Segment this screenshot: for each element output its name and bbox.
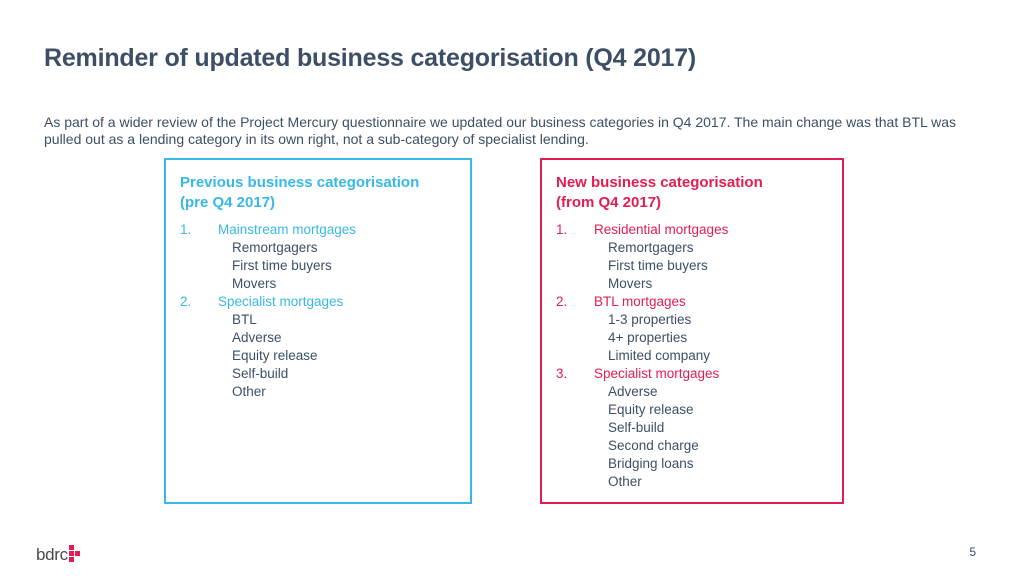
category-number: 1. bbox=[180, 222, 192, 237]
new-category bbox=[556, 293, 842, 365]
category-number: 2. bbox=[180, 294, 192, 309]
logo-squares-icon bbox=[69, 545, 83, 563]
slide-title: Reminder of updated business categorisation (Q4 2017) bbox=[44, 44, 697, 72]
subcategory-item: 1-3 properties bbox=[608, 312, 692, 327]
previous-categorisation-box bbox=[164, 158, 472, 504]
subcategory-item: Movers bbox=[232, 276, 277, 291]
subcategory-item: Self-build bbox=[608, 420, 665, 435]
category-label: Specialist mortgages bbox=[594, 366, 720, 381]
subcategory-item: Equity release bbox=[608, 402, 694, 417]
subcategory-item: BTL bbox=[232, 312, 257, 327]
category-number: 2. bbox=[556, 294, 568, 309]
new-category-list bbox=[556, 221, 842, 491]
new-categorisation-box bbox=[540, 158, 844, 504]
subcategory-item: First time buyers bbox=[608, 258, 708, 273]
bdrc-logo bbox=[36, 543, 83, 563]
subcategory-item: 4+ properties bbox=[608, 330, 688, 345]
category-label: Specialist mortgages bbox=[218, 294, 344, 309]
new-category bbox=[556, 365, 842, 491]
previous-category-list bbox=[180, 221, 470, 401]
previous-box-title bbox=[180, 173, 470, 213]
category-label: BTL mortgages bbox=[594, 294, 686, 309]
category-label: Residential mortgages bbox=[594, 222, 729, 237]
previous-category bbox=[180, 221, 470, 293]
subcategory-item: Limited company bbox=[608, 348, 711, 363]
previous-title-line1: Previous business categorisation bbox=[180, 174, 420, 191]
subcategory-item: Other bbox=[232, 384, 266, 399]
subcategory-item: Bridging loans bbox=[608, 456, 694, 471]
subcategory-item: Remortgagers bbox=[608, 240, 694, 255]
subcategory-item: Equity release bbox=[232, 348, 318, 363]
category-label: Mainstream mortgages bbox=[218, 222, 357, 237]
new-title-line2: (from Q4 2017) bbox=[556, 194, 662, 211]
category-number: 3. bbox=[556, 366, 568, 381]
subcategory-item: First time buyers bbox=[232, 258, 332, 273]
page-number: 5 bbox=[969, 545, 976, 559]
subcategory-item: Movers bbox=[608, 276, 653, 291]
subcategory-item: Other bbox=[608, 474, 642, 489]
new-title-line1: New business categorisation bbox=[556, 174, 763, 191]
previous-title-line2: (pre Q4 2017) bbox=[180, 194, 276, 211]
subcategory-item: Adverse bbox=[608, 384, 658, 399]
category-number: 1. bbox=[556, 222, 568, 237]
previous-category bbox=[180, 293, 470, 401]
subcategory-item: Second charge bbox=[608, 438, 699, 453]
new-box-title bbox=[556, 173, 842, 213]
subcategory-item: Adverse bbox=[232, 330, 282, 345]
subcategory-item: Self-build bbox=[232, 366, 289, 381]
new-category bbox=[556, 221, 842, 293]
subcategory-item: Remortgagers bbox=[232, 240, 318, 255]
intro-paragraph: As part of a wider review of the Project Mercury questionnaire we updated our business categories in Q4 2017. The main change was that BTL was pulled out as a lending category in its own right, not a sub-category of specialist lending. bbox=[44, 114, 957, 147]
logo-text: bdrc bbox=[36, 545, 68, 564]
